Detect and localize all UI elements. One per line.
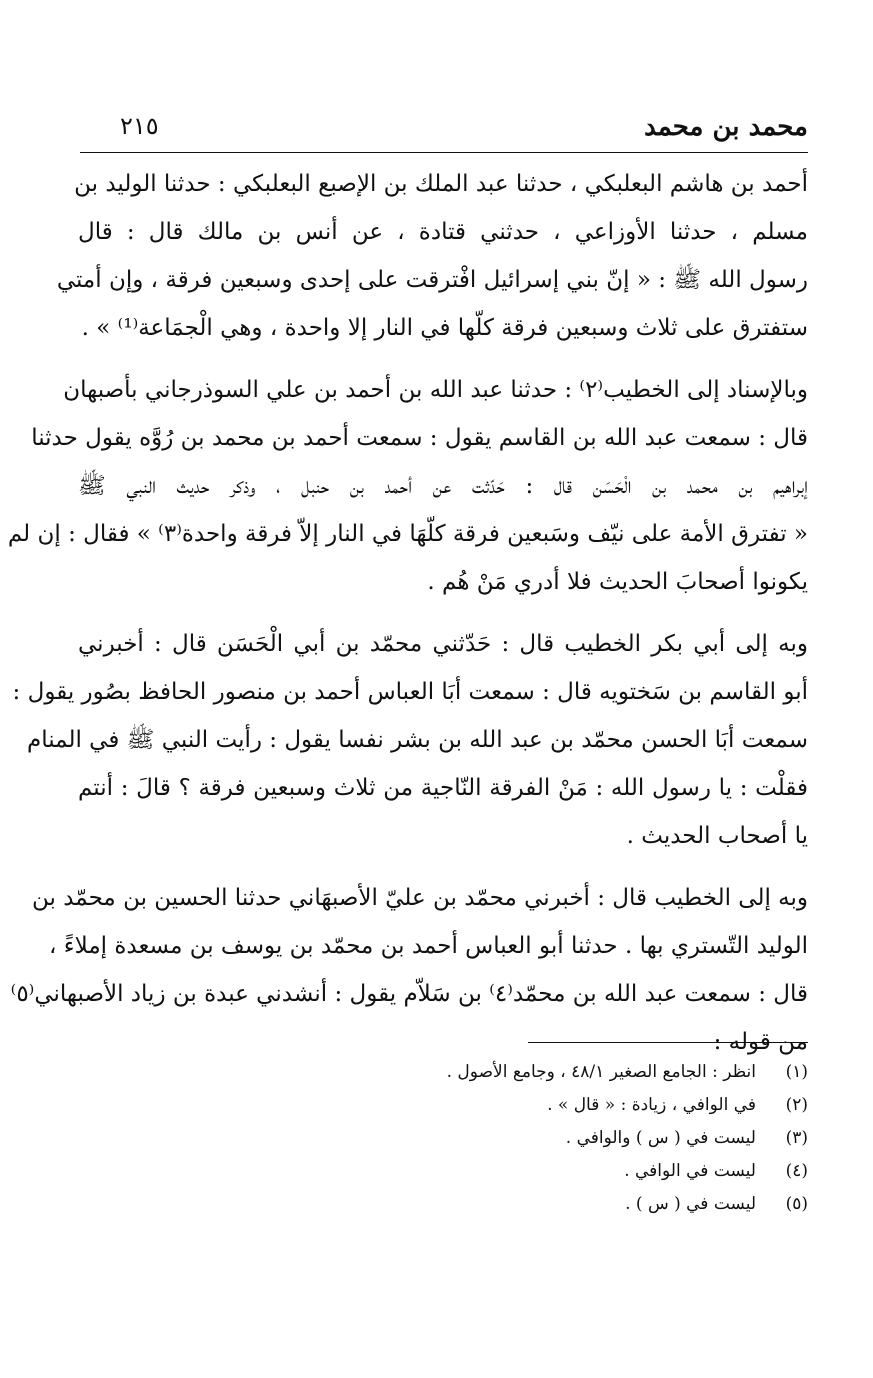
paragraph-2 [7,366,808,606]
footnote-number: (٣) [785,1128,808,1148]
header-title: محمد بن محمد [644,112,808,142]
text-line: قال : سمعت عبد الله بن محمّد⁽٤⁾ بن سَلاّم يقول : أنشدني عبدة بن زياد الأصبهاني⁽٥⁾ [10,981,808,1007]
text-line: وبالإسناد إلى الخطيب⁽٢⁾ : حدثنا عبد الله بن أحمد بن علي السوذرجاني بأصبهان [63,377,808,403]
footnote-4 [80,1155,808,1188]
footnote-list [80,1056,808,1221]
text-line: أحمد بن هاشم البعلبكي ، حدثنا عبد الملك بن الإصبع البعلبكي : حدثنا الوليد بن [74,171,808,197]
footnote-number: (٤) [785,1161,808,1181]
footnote-number: (١) [785,1062,808,1082]
paragraph-1 [56,160,808,352]
text-line: وبه إلى أبي بكر الخطيب قال : حَدّثني محمّد بن أبي الْحَسَن قال : أخبرني [78,631,808,657]
main-text [7,160,808,1080]
footnote-text: انظر : الجامع الصغير ٤٨/١ ، وجامع الأصول . [446,1062,756,1082]
paragraph-4 [10,874,808,1066]
footnote-text: في الوافي ، زيادة : « قال » . [547,1095,756,1115]
running-header [80,112,808,153]
text-line: مسلم ، حدثنا الأوزاعي ، حدثني قتادة ، عن أنس بن مالك قال : قال [78,219,808,245]
page-number: ٢١٥ [120,112,159,140]
footnote-1 [80,1056,808,1089]
footnote-text: ليست في ( س ) . [625,1194,756,1214]
text-line: « تفترق الأمة على نيّف وسَبعين فرقة كلّهَا في النار إلاّ فرقة واحدة⁽٣⁾ » فقال : إن لم [7,521,808,547]
footnote-text: ليست في الوافي . [624,1161,756,1181]
text-line: يا أصحاب الحديث . [626,823,808,849]
text-line: من قوله : [713,1029,808,1055]
footnote-number: (٢) [785,1095,808,1115]
paragraph-3 [12,620,808,860]
footnote-2 [80,1089,808,1122]
text-line: يكونوا أصحابَ الحديث فلا أدري مَنْ هُم . [427,569,808,595]
footnote-3 [80,1122,808,1155]
text-line: أبو القاسم بن سَختويه قال : سمعت أبَا العباس أحمد بن منصور الحافظ بصُور يقول : [12,679,808,705]
footnote-number: (٥) [785,1194,808,1214]
footnote-5 [80,1188,808,1221]
footnote-text: ليست في ( س ) والوافي . [565,1128,756,1148]
text-line: إبراهيم بن محمد بن الْحَسَن قال : حَدّثت عن أحمد بن حنبل ، وذكر حديث النبي ﷺ [78,473,808,499]
text-line: رسول الله ﷺ : « إنّ بني إسرائيل افْترقت على إحدى وسبعين فرقة ، وإن أمتي [56,267,808,293]
text-line: ستفترق على ثلاث وسبعين فرقة كلّها في النار إلا واحدة ، وهي الْجمَاعة⁽¹⁾ » . [81,315,808,341]
footnote-divider [528,1042,808,1043]
text-line: قال : سمعت عبد الله بن القاسم يقول : سمعت أحمد بن محمد بن رُوَّه يقول حدثنا [31,425,808,451]
text-line: الوليد التّستري بها . حدثنا أبو العباس أحمد بن محمّد بن يوسف بن مسعدة إملاءً ، [49,933,808,959]
text-line: سمعت أبَا الحسن محمّد بن عبد الله بن بشر نفسا يقول : رأيت النبي ﷺ في المنام [26,727,808,753]
text-line: وبه إلى الخطيب قال : أخبرني محمّد بن عليّ الأصبهَاني حدثنا الحسين بن محمّد بن [32,885,808,911]
text-line: فقلْت : يا رسول الله : مَنْ الفرقة النّاجية من ثلاث وسبعين فرقة ؟ قالَ : أنتم [78,775,808,801]
